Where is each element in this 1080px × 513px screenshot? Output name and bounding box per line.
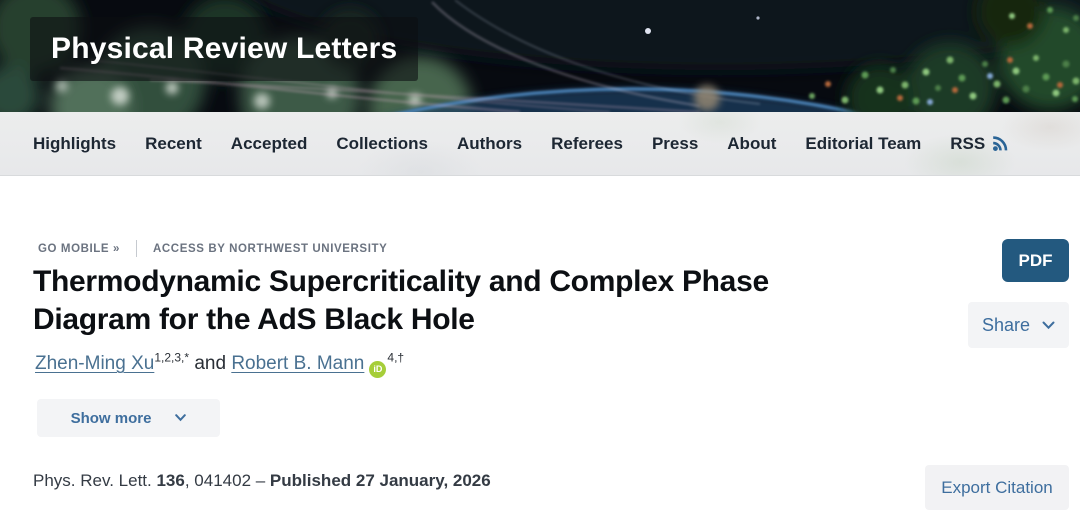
nav-item-press[interactable]: Press [651,133,699,153]
citation-journal: Phys. Rev. Lett. [33,471,157,490]
journal-title-box [30,17,418,81]
rss-label: RSS [950,133,986,153]
utility-row [38,240,387,257]
author-link-robert-b-mann[interactable]: Robert B. Mann [231,353,365,374]
main-navbar [0,112,1080,176]
citation-published-date: Published 27 January, 2026 [269,471,491,490]
article-title: Thermodynamic Supercriticality and Complex Phase Diagram for the AdS Black Hole [33,265,769,336]
orcid-id-icon[interactable]: iD [369,361,386,378]
journal-banner [0,0,1080,112]
chevron-down-icon [175,414,186,422]
nav-item-editorial-team[interactable]: Editorial Team [805,133,922,153]
author-link-zhen-ming-xu[interactable]: Zhen-Ming Xu [35,353,155,374]
access-provider-text: ACCESS BY NORTHWEST UNIVERSITY [153,242,388,255]
chevron-down-icon [1042,321,1055,330]
share-button[interactable] [968,302,1069,348]
author-affiliation-sup: 1,2,3,* [154,350,190,365]
citation-volume: 136 [156,471,185,490]
citation-number: , 041402 – [184,471,270,490]
utility-divider [136,240,137,257]
go-mobile-link[interactable]: GO MOBILE » [38,242,120,255]
nav-item-accepted[interactable]: Accepted [230,133,308,153]
authors-separator: and [189,353,232,374]
nav-item-highlights[interactable]: Highlights [33,133,117,153]
show-more-button[interactable] [37,399,220,437]
nav-item-referees[interactable]: Referees [551,133,623,153]
export-citation-button[interactable] [925,465,1069,510]
authors-line [35,350,405,378]
nav-item-about[interactable]: About [727,133,777,153]
nav-item-collections[interactable]: Collections [336,133,428,153]
citation-line [33,471,491,491]
journal-title[interactable]: Physical Review Letters [51,32,398,65]
author-affiliation-sup: 4,† [387,350,405,365]
nav-item-recent[interactable]: Recent [145,133,202,153]
share-label: Share [981,314,1031,335]
rss-icon [992,135,1011,152]
nav-item-authors[interactable]: Authors [456,133,523,153]
nav-item-rss[interactable] [950,134,1011,154]
star-dot [645,28,651,34]
export-citation-label: Export Citation [941,477,1053,497]
pdf-button[interactable]: PDF [1002,239,1069,282]
show-more-label: Show more [70,409,152,427]
